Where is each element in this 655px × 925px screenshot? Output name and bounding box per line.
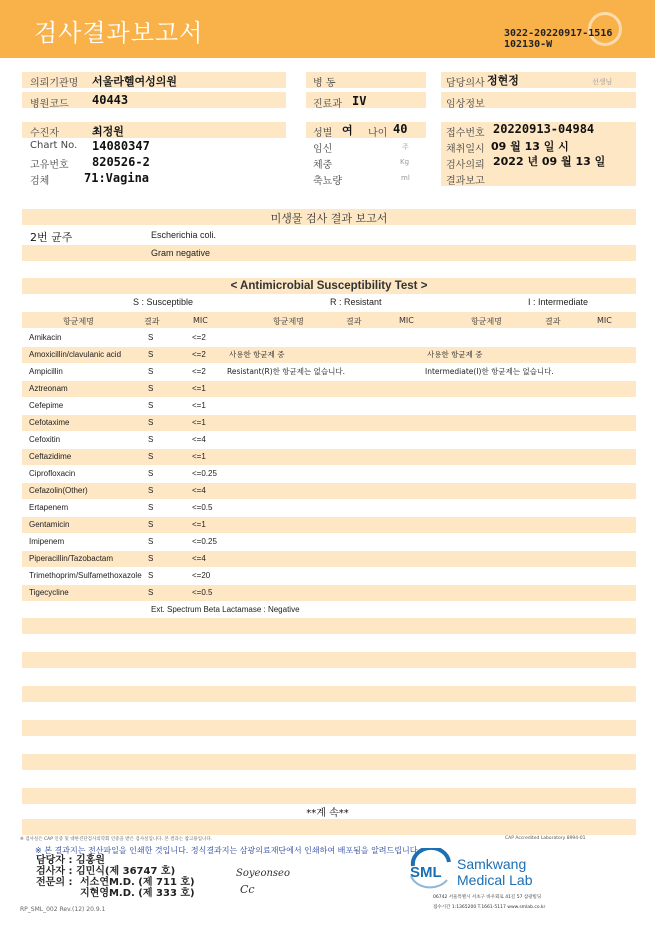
col-agent-2: 항균제명 [273, 317, 304, 326]
antibiotic-name: Imipenem [29, 537, 65, 546]
mic-value: <=2 [192, 350, 206, 359]
antibiotic-name: Tigecycline [29, 588, 69, 597]
ast-row-band [22, 517, 636, 533]
staff-specialist-label: 전문의 : [36, 877, 73, 888]
chart-label: Chart No. [30, 140, 78, 151]
strain-label: 2번 균주 [30, 231, 73, 244]
blank-row-band [22, 686, 636, 702]
mic-value: <=1 [192, 418, 206, 427]
antibiotic-name: Piperacillin/Tazobactam [29, 554, 114, 563]
ast-row-band [22, 483, 636, 499]
ast-row-band [22, 551, 636, 567]
collect-value: 09 월 13 일 시 [491, 140, 569, 153]
antibiotic-name: Aztreonam [29, 384, 68, 393]
receipt-label: 접수번호 [446, 128, 485, 139]
antibiotic-name: Cefotaxime [29, 418, 70, 427]
antibiotic-name: Cefepime [29, 401, 64, 410]
blank-row-band [22, 788, 636, 804]
weight-label: 체중 [313, 160, 333, 171]
ast-row-band [22, 449, 636, 465]
gram-stain: Gram negative [151, 248, 211, 258]
col-mic-1: MIC [193, 316, 208, 325]
susceptibility-result: S [148, 469, 154, 478]
institution-label: 의뢰기관명 [30, 78, 79, 89]
mic-value: <=1 [192, 401, 206, 410]
cap-statement: ※ 검사실은 CAP 인증 및 대한진단검사의학회 인증을 받은 검사실입니다. 본 결과는 참고용입니다. [20, 837, 213, 842]
staff-charge: 담당자 : 김홍원 [36, 855, 105, 866]
cap-accreditation: CAP Accredited Laboratory 8994-01 [505, 836, 586, 841]
sex-label: 성별 [313, 128, 333, 139]
blank-row-band [22, 618, 636, 634]
sex-value: 여 [342, 124, 353, 137]
susceptibility-result: S [148, 520, 154, 529]
susceptibility-result: S [148, 588, 154, 597]
antibiotic-name: Gentamicin [29, 520, 70, 529]
antibiotic-name: Ceftazidime [29, 452, 72, 461]
height-unit: 주 [402, 143, 409, 151]
susceptibility-result: S [148, 571, 154, 580]
institution-value: 서울라헬여성의원 [92, 75, 178, 88]
susceptibility-result: S [148, 418, 154, 427]
hospital-code-label: 병원코드 [30, 99, 69, 110]
logo-mark-text: SML [410, 864, 442, 881]
susceptibility-result: S [148, 367, 154, 376]
age-value: 40 [393, 122, 408, 136]
hospital-code-value: 40443 [92, 93, 129, 107]
form-code: RP_SML_002 Rev.(12) 20.9.1 [20, 906, 106, 913]
susceptibility-result: S [148, 333, 154, 342]
staff-specialist-1: 서소연M.D. (제 711 호) [80, 877, 195, 888]
organism-name: Escherichia coli. [151, 230, 217, 240]
col-result-2: 결과 [346, 317, 362, 326]
antibiotic-name: Cefoxitin [29, 435, 61, 444]
report-title: 검사결과보고서 [34, 19, 204, 47]
mic-value: <=1 [192, 452, 206, 461]
ast-row-band [22, 585, 636, 601]
blank-row-band [22, 819, 636, 835]
legend-resistant: R : Resistant [330, 297, 382, 307]
height-label: 임신 [313, 144, 333, 155]
request-label: 검사의뢰 [446, 160, 485, 171]
chart-value: 14080347 [92, 139, 150, 153]
print-notice: ※ 본 결과지는 전산파일을 인쇄한 것입니다. 정식결과지는 삼광의료재단에서 인쇄하여 배포됨을 알려드립니다. [35, 846, 420, 855]
legend-intermediate: I : Intermediate [528, 297, 589, 307]
mic-value: <=4 [192, 486, 206, 495]
dept-label: 진료과 [313, 99, 342, 110]
mic-value: <=1 [192, 520, 206, 529]
col-mic-2: MIC [399, 316, 414, 325]
continued-marker: **계 속** [306, 808, 349, 819]
specimen-label: 검체 [30, 176, 50, 187]
antibiotic-name: Ampicillin [29, 367, 63, 376]
mic-value: <=0.5 [192, 588, 213, 597]
susceptibility-result: S [148, 435, 154, 444]
age-label: 나이 [368, 128, 388, 139]
ast-row-band [22, 415, 636, 431]
doctor-suffix: 선생님 [592, 78, 613, 86]
doctor-value: 정현정 [487, 74, 519, 87]
ast-row-band [22, 381, 636, 397]
urine-unit: ml [401, 174, 410, 182]
col-mic-3: MIC [597, 316, 612, 325]
mic-value: <=4 [192, 435, 206, 444]
col-agent-3: 항균제명 [471, 317, 502, 326]
patient-cell [22, 122, 286, 138]
susceptibility-result: S [148, 384, 154, 393]
mic-value: <=0.25 [192, 469, 217, 478]
susceptibility-result: S [148, 401, 154, 410]
report-code-line1: 3022-20220917-1516 [504, 28, 613, 39]
antibiotic-name: Cefazolin(Other) [29, 486, 88, 495]
susceptibility-result: S [148, 554, 154, 563]
ward-label: 병 동 [313, 78, 336, 89]
ast-title: < Antimicrobial Susceptibility Test > [230, 280, 428, 292]
staff-specialist-2: 지현영M.D. (제 333 호) [80, 888, 195, 899]
antibiotic-name: Ertapenem [29, 503, 69, 512]
clinical-label: 임상정보 [446, 99, 485, 110]
esbl-result: Ext. Spectrum Beta Lactamase : Negative [151, 605, 300, 614]
blank-row-band [22, 754, 636, 770]
collect-label: 채취일시 [446, 144, 485, 155]
mic-value: <=1 [192, 384, 206, 393]
antibiotic-name: Trimethoprim/Sulfamethoxazole [29, 571, 142, 580]
mic-value: <=4 [192, 554, 206, 563]
staff-tester: 검사자 : 김민식(제 36747 호) [36, 866, 176, 877]
report-code-line2: 102130-W [504, 39, 553, 50]
mic-value: <=20 [192, 571, 211, 580]
col-result-1: 결과 [144, 317, 160, 326]
logo-name-line2: Medical Lab [457, 872, 533, 888]
urine-label: 축뇨량 [313, 176, 342, 187]
resistant-note-2: Resistant(R)한 항균제는 없습니다. [227, 367, 346, 376]
mic-value: <=0.25 [192, 537, 217, 546]
micro-title: 미생물 검사 결과 보고서 [270, 212, 388, 225]
intermediate-note-1: 사용한 항균제 중 [427, 350, 483, 359]
specimen-value: 71:Vagina [84, 171, 150, 185]
intermediate-note-2: Intermediate(I)한 항균제는 없습니다. [425, 367, 554, 376]
report-date-label: 결과보고 [446, 176, 485, 187]
lab-address: 06742 서울특별시 서초구 바우뫼로 41길 57 삼광빌딩 [433, 895, 542, 900]
logo-name-line1: Samkwang [457, 856, 527, 872]
ast-header-band [22, 312, 636, 328]
susceptibility-result: S [148, 503, 154, 512]
susceptibility-result: S [148, 486, 154, 495]
signature-1: Soyeonseo [236, 868, 290, 879]
legend-susceptible: S : Susceptible [133, 297, 194, 307]
dept-value: IV [352, 94, 367, 108]
lab-contact: 접수시간 1:1365200 T.1661-5117 www.smlab.co.kr [433, 905, 546, 910]
weight-unit: Kg [400, 158, 410, 166]
blank-row-band [22, 720, 636, 736]
signature-2: Cc [240, 883, 255, 896]
patient-label: 수진자 [30, 128, 59, 139]
request-value: 2022 년 09 월 13 일 [493, 155, 606, 168]
susceptibility-result: S [148, 350, 154, 359]
unique-value: 820526-2 [92, 155, 150, 169]
col-result-3: 결과 [545, 317, 561, 326]
mic-value: <=0.5 [192, 503, 213, 512]
patient-value: 최정원 [92, 125, 124, 138]
col-agent-1: 항균제명 [63, 317, 94, 326]
susceptibility-result: S [148, 452, 154, 461]
receipt-value: 20220913-04984 [493, 122, 595, 136]
micro-band-2 [22, 245, 636, 261]
unique-label: 고유번호 [30, 160, 69, 171]
susceptibility-result: S [148, 537, 154, 546]
antibiotic-name: Ciprofloxacin [29, 469, 76, 478]
mic-value: <=2 [192, 333, 206, 342]
doctor-label: 담당의사 [446, 78, 485, 89]
antibiotic-name: Amikacin [29, 333, 62, 342]
blank-row-band [22, 652, 636, 668]
resistant-note-1: 사용한 항균제 중 [229, 350, 285, 359]
report-code [504, 28, 612, 50]
mic-value: <=2 [192, 367, 206, 376]
antibiotic-name: Amoxicillin/clavulanic acid [29, 350, 122, 359]
